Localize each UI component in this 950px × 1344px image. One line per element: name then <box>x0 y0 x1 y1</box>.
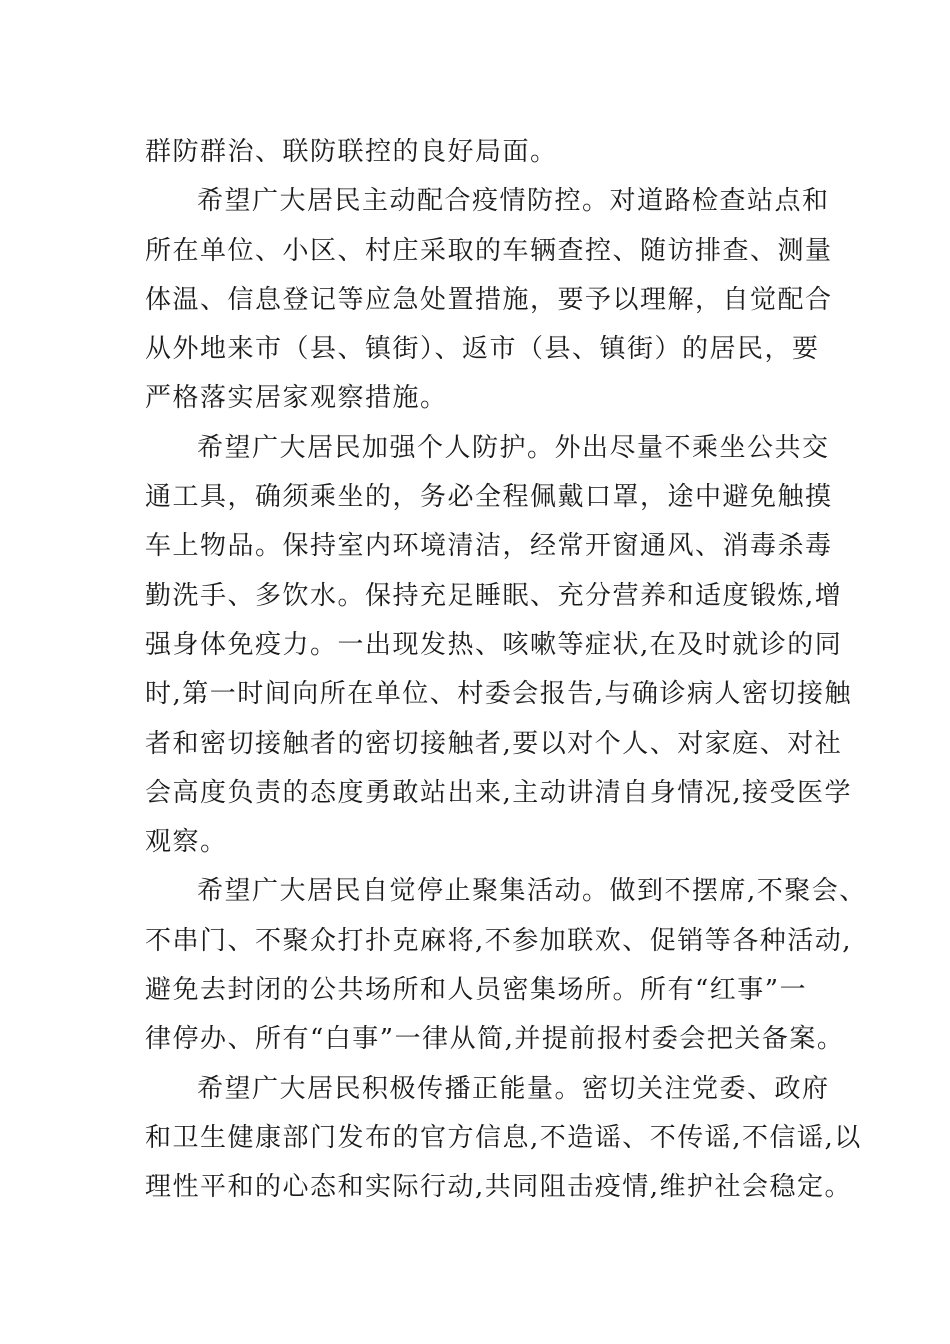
document-body <box>145 128 867 1213</box>
text-line: 群防群治、联防联控的良好局面。 <box>145 137 558 167</box>
text-line: 律停办、所有“白事”一律从简,并提前报村委会把关备案。 <box>145 1024 845 1055</box>
text-line: 严格落实居家观察措施。 <box>145 383 448 414</box>
text-line: 从外地来市（县、镇街）、返市（县、镇街）的居民，要 <box>145 334 820 365</box>
text-line: 强身体免疫力。一出现发热、咳嗽等症状,在及时就诊的同 <box>145 629 843 660</box>
text-line: 所在单位、小区、村庄采取的车辆查控、随访排查、测量 <box>145 235 833 266</box>
text-line: 通工具，确须乘坐的，务必全程佩戴口罩，途中避免触摸 <box>145 482 833 513</box>
paragraph-first-line: 希望广大居民加强个人防护。外出尽量不乘坐公共交 <box>197 432 830 463</box>
paragraph-first-line: 希望广大居民积极传播正能量。密切关注党委、政府 <box>197 1073 830 1104</box>
text-line: 会高度负责的态度勇敢站出来,主动讲清自身情况,接受医学 <box>145 777 853 808</box>
text-line: 观察。 <box>145 827 228 858</box>
paragraph-first-line: 希望广大居民自觉停止聚集活动。做到不摆席,不聚会、 <box>197 876 867 907</box>
text-line: 时,第一时间向所在单位、村委会报告,与确诊病人密切接触 <box>145 679 853 710</box>
text-line: 者和密切接触者的密切接触者,要以对个人、对家庭、对社 <box>145 728 843 759</box>
text-line: 体温、信息登记等应急处置措施，要予以理解，自觉配合 <box>145 284 833 315</box>
text-line: 不串门、不聚众打扑克麻将,不参加联欢、促销等各种活动, <box>145 925 853 956</box>
text-line: 勤洗手、多饮水。保持充足睡眠、充分营养和适度锻炼,增 <box>145 580 843 611</box>
text-line: 和卫生健康部门发布的官方信息,不造谣、不传谣,不信谣,以 <box>145 1122 862 1153</box>
text-line: 车上物品。保持室内环境清洁，经常开窗通风、消毒杀毒 <box>145 531 833 562</box>
text-line: 避免去封闭的公共场所和人员密集场所。所有“红事”一 <box>145 975 808 1006</box>
text-line: 理性平和的心态和实际行动,共同阻击疫情,维护社会稳定。 <box>145 1172 853 1203</box>
paragraph-first-line: 希望广大居民主动配合疫情防控。对道路检查站点和 <box>197 186 830 217</box>
